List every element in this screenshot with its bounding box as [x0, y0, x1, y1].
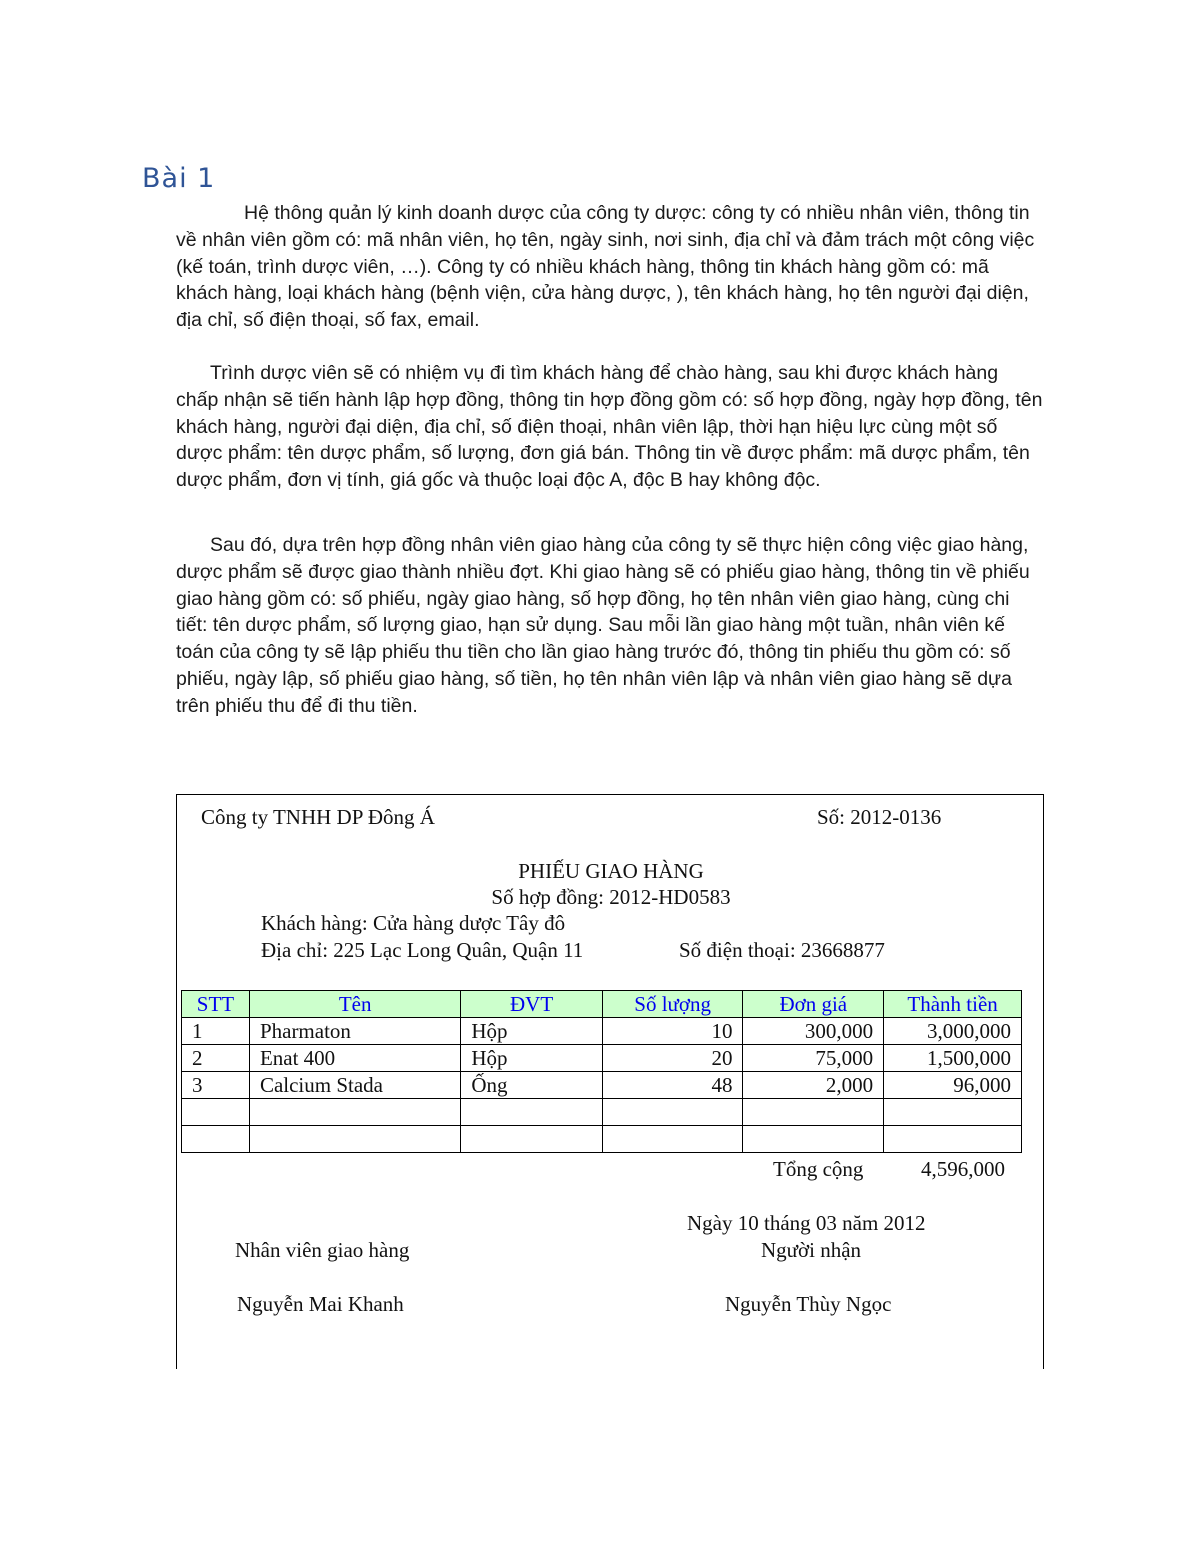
column-header: STT — [182, 991, 250, 1018]
column-header: Đơn giá — [743, 991, 884, 1018]
table-cell — [182, 1126, 250, 1153]
table-cell: 10 — [602, 1018, 743, 1045]
description-paragraph-3: Sau đó, dựa trên hợp đồng nhân viên giao hàng của công ty sẽ thực hiện công việc giao hàng, dược phẩm sẽ được giao thành nhiều đợt. Khi giao hàng sẽ có phiếu giao hàng, thông tin về phiếu giao hàng gồm có: số phiếu, ngày giao hàng, số hợp đồng, họ tên nhân viên giao hàng, cùng chi tiết: tên dược phẩm, số lượng giao, hạn sử dụng. Sau mỗi lần giao hàng một tuần, nhân viên kế toán của công ty sẽ lập phiếu thu tiền cho lần giao hàng trước đó, thông tin phiếu thu gồm có: số phiếu, ngày lập, số phiếu giao hàng, số tiền, họ tên nhân viên lập và nhân viên giao hàng sẽ dựa trên phiếu thu để đi thu tiền. — [176, 534, 1030, 717]
table-cell: Calcium Stada — [249, 1072, 460, 1099]
description-paragraph-1: Hệ thông quản lý kinh doanh dược của công ty dược: công ty có nhiều nhân viên, thông tin về nhân viên gồm có: mã nhân viên, họ tên, ngày sinh, nơi sinh, địa chỉ và đảm trách một công việc (kế toán, trình dược viên, …). Công ty có nhiều khách hàng, thông tin khách hàng gồm có: mã khách hàng, loại khách hàng (bệnh viện, cửa hàng dược, ), tên khách hàng, họ tên người đại diện, địa chỉ, số điện thoại, số fax, email. — [176, 202, 1035, 332]
column-header: Tên — [249, 991, 460, 1018]
receiver-name: Nguyễn Thùy Ngọc — [725, 1292, 892, 1316]
table-cell: 300,000 — [743, 1018, 884, 1045]
table-row-empty — [182, 1099, 1022, 1126]
exercise-heading: Bài 1 — [142, 163, 216, 194]
table-cell: 2,000 — [743, 1072, 884, 1099]
table-cell: 48 — [602, 1072, 743, 1099]
table-cell: Hộp — [461, 1045, 603, 1072]
receiver-label: Người nhận — [761, 1238, 862, 1262]
table-cell: 3 — [182, 1072, 250, 1099]
deliverer-label: Nhân viên giao hàng — [235, 1238, 410, 1262]
customer-name: Khách hàng: Cửa hàng dược Tây đô — [261, 911, 566, 935]
table-cell: 20 — [602, 1045, 743, 1072]
table-cell: 75,000 — [743, 1045, 884, 1072]
company-name: Công ty TNHH DP Đông Á — [201, 805, 435, 829]
table-cell — [461, 1099, 603, 1126]
table-row — [182, 1072, 1022, 1099]
customer-phone: Số điện thoại: 23668877 — [679, 938, 885, 962]
description-paragraph-2: Trình dược viên sẽ có nhiệm vụ đi tìm khách hàng để chào hàng, sau khi được khách hàng chấp nhận sẽ tiến hành lập hợp đồng, thông tin hợp đồng gồm có: số hợp đồng, ngày hợp đồng, tên khách hàng, người đại diện, địa chỉ, số điện thoại, nhân viên lập, thời hạn hiệu lực cùng một số dược phẩm: tên dược phẩm, số lượng, đơn giá bán. Thông tin về được phẩm: mã dược phẩm, tên dược phẩm, đơn vị tính, giá gốc và thuộc loại độc A, độc B hay không độc. — [176, 362, 1043, 492]
customer-address: Địa chỉ: 225 Lạc Long Quân, Quận 11 — [261, 938, 584, 962]
table-cell — [602, 1126, 743, 1153]
table-cell — [461, 1126, 603, 1153]
table-cell: Hộp — [461, 1018, 603, 1045]
table-cell: 96,000 — [884, 1072, 1022, 1099]
table-row-empty — [182, 1126, 1022, 1153]
table-cell — [249, 1099, 460, 1126]
table-cell: 1 — [182, 1018, 250, 1045]
table-cell: 3,000,000 — [884, 1018, 1022, 1045]
table-cell — [182, 1099, 250, 1126]
table-cell: 2 — [182, 1045, 250, 1072]
items-table — [181, 990, 1022, 1153]
table-row — [182, 1045, 1022, 1072]
table-row — [182, 1018, 1022, 1045]
table-cell — [743, 1099, 884, 1126]
column-header: Thành tiền — [884, 991, 1022, 1018]
contract-number: Số hợp đồng: 2012-HD0583 — [491, 885, 731, 909]
deliverer-name: Nguyễn Mai Khanh — [237, 1292, 404, 1316]
table-cell — [884, 1126, 1022, 1153]
total-value: 4,596,000 — [921, 1157, 1005, 1181]
table-header-row — [182, 991, 1022, 1018]
slip-number: Số: 2012-0136 — [817, 805, 942, 829]
column-header: ĐVT — [461, 991, 603, 1018]
table-cell: Pharmaton — [249, 1018, 460, 1045]
table-cell: 1,500,000 — [884, 1045, 1022, 1072]
table-cell — [602, 1099, 743, 1126]
slip-title: PHIẾU GIAO HÀNG — [518, 859, 704, 883]
column-header: Số lượng — [602, 991, 743, 1018]
delivery-slip — [176, 794, 1044, 1369]
table-cell: Enat 400 — [249, 1045, 460, 1072]
table-cell — [884, 1099, 1022, 1126]
total-label: Tổng cộng — [773, 1157, 864, 1181]
table-cell — [743, 1126, 884, 1153]
table-cell — [249, 1126, 460, 1153]
slip-date: Ngày 10 tháng 03 năm 2012 — [687, 1211, 926, 1235]
table-cell: Ống — [461, 1072, 603, 1099]
